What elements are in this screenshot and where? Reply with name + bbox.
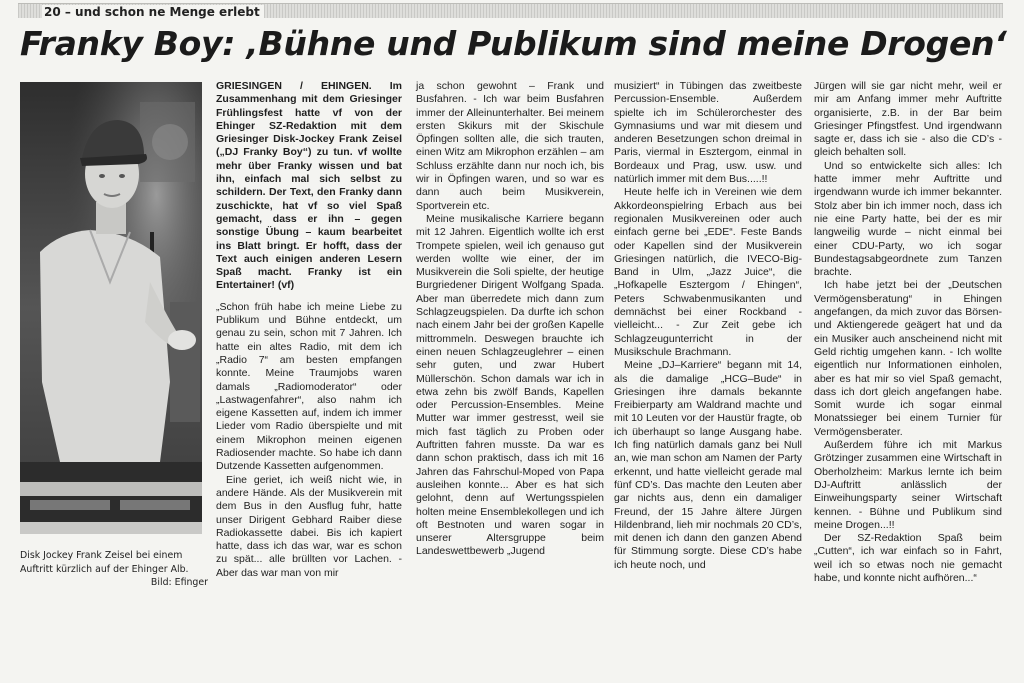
article-column-2 [416, 80, 604, 559]
article-paragraph: musiziert“ in Tübingen das zweitbeste Percussion-Ensemble. Außerdem spielte ich im Schülerorchester des Gymnasiums und war mit diesem und anderen Besetzungen schon dreimal in Paris, viermal in Esztergom, einmal in Bordeaux und Prag, usw. usw. und natürlich immer mit dem Bus.....!! [614, 80, 802, 186]
section-header-label: 20 – und schon ne Menge erlebt [42, 5, 264, 20]
article-paragraph: „Schon früh habe ich meine Liebe zu Publikum und Bühne entdeckt, um genau zu sein, schon mit 7 Jahren. Ich hatte ein altes Radio, mit dem ich „Radio 7“ am besten empfangen konnte. Meine Traumjobs waren damals „Radiomoderator“ oder „Lastwagenfahrer“, also nahm ich eigene Kassetten auf, indem ich immer Lieder vom Radio überspielte und mit einem Mikrophon meinen eigenen Radiosender machte. So habe ich dann Dutzende Kassetten aufgenommen. [216, 300, 402, 473]
photo-credit: Bild: Efinger [150, 577, 208, 588]
article-lead: GRIESINGEN / EHINGEN. Im Zusammenhang mit dem Griesinger Frühlingsfest hatte vf von der Ehinger SZ-Redaktion mit dem Griesinger Disk-Jockey Frank Zeisel („DJ Franky Boy“) zu tun. vf wollte mehr über Franky wissen und bat ihn, einfach mal sich selbst zu schildern. Der Text, den Franky dann zuschickte, hat vf so viel Spaß gemacht, dass er ihn – gegen sonstige Übung – kaum bearbeitet ins Blatt bringt. Er hofft, dass der Text auch einigen anderen Lesern Spaß macht. Franky ist ein Entertainer! (vf) [216, 80, 402, 292]
article-column-3 [614, 80, 802, 572]
dj-photo-image [20, 82, 202, 534]
article-paragraph: Heute helfe ich in Vereinen wie dem Akkordeonspielring Erbach aus bei regionalen Musikvereinen oder auch einfach gerne bei „EDE“. Feste Bands oder Kapellen sind der Musikverein Griesingen natürlich, die IVECO-Big-Band in Ulm, „Jazz Juice“, die „Hofkapelle Esztergom / Ehingen“, Peters Schwabenmusikanten und demnächst bei einer Rockband - vielleicht... - Zur Zeit gebe ich Schlagzeugunterricht in der Musikschule Brachmann. [614, 186, 802, 358]
article-paragraph: ja schon gewohnt – Frank und Busfahren. - Ich war beim Busfahren immer der Alleinunterhalter. Bei meinem ersten Skikurs mit der Skischule Öpfingen sollten alle, die sich trauten, einen Witz am Mikrophon erzählen – am Schluss erzählte dann nur noch ich, bis wir in Öpfingen waren, und so war es dann auch beim Musikverein, Sportverein etc. [416, 80, 604, 212]
article-paragraph: Und so entwickelte sich alles: Ich hatte immer mehr Auftritte und irgendwann wurde ich immer bekannter. Stolz aber bin ich immer noch, dass ich nie eine Party hatte, bei der es mir langweilig wurde – nicht einmal bei einer CDU-Party, wo ich sogar Bundestagsabgeordnete zum Tanzen brachte. [814, 159, 1002, 279]
lead-spacer [216, 293, 402, 301]
article-paragraph: Außerdem führe ich mit Markus Grötzinger zusammen eine Wirtschaft in Oberholzheim: Markus lernte ich beim DJ-Auftritt anlässlich der Einweihungsparty seiner Wirtschaft kennen. - Bühne und Publikum sind meine Drogen...!! [814, 439, 1002, 531]
dj-photo [20, 82, 202, 534]
article-paragraph: Ich habe jetzt bei der „Deutschen Vermögensberatung“ in Ehingen angefangen, da mich zuvor das Börsen- und Aktiengerede geägert hat und da ein Musiker auch anscheinend nicht mit Geld richtig umgehen kann. - Ich wollte eigentlich nur Informationen einholen, aber es hat mir so viel Spaß gemacht, dass ich dort gleich angefangen habe. Somit wurde ich sogar einmal Monatssieger bei einem Turnier für Vermögensberater. [814, 279, 1002, 438]
article-headline: Franky Boy: ‚Bühne und Publikum sind meine Drogen‘ [20, 24, 1007, 63]
article-paragraph: Meine musikalische Karriere begann mit 12 Jahren. Eigentlich wollte ich erst Trompete spielen, weil ich genauso gut werden wollte wie einer, der im Musikverein die Soli spielte, der heutige Burgriedener Dirigent Wolfgang Spada. Aber man überredete mich dann zum Schlagzeugspielen. Da durfte ich schon nach einem Jahr bei der großen Kapelle mittrommeln. Deswegen brauchte ich einen neuen Schlagzeuglehrer – einen sehr guten, und zwar Hubert Müllerschön. Schon damals war ich in etwa zehn bis zwölf Bands, Kapellen oder Percussion-Ensembles. Meine Mutter war immer gestresst, weil sie mich fast täglich zu Proben oder Auftritten fahren musste. Da war es dann schon praktisch, dass ich mit 16 Jahren das Fahrschul-Moped von Papa ausleihen konnte... Aber es hat sich gelohnt, denn auf Wertungsspielen holten meine Ensemblekollegen und ich oft Bestnoten und waren sogar in unserer Altersgruppe beim Landeswettbewerb „Jugend [416, 212, 604, 558]
article-paragraph: Eine geriet, ich weiß nicht wie, in andere Hände. Als der Musikverein mit dem Bus in den Ausflug fuhr, hatte unser Dirigent Gebhard Raiber diese Radiokassette dabei. Bis ich kapiert hatte, dass ich das war, war es schon zu spät... alle brüllten vor Lachen. - Aber das war man von mir [216, 473, 402, 579]
article-paragraph: Jürgen will sie gar nicht mehr, weil er mir am Anfang immer mehr Auftritte organisierte, z.B. in der Bar beim Griesinger Pfingstfest. Und irgendwann sagte er, dass ich sie - also die CD’s - gleich behalten soll. [814, 80, 1002, 159]
photo-caption [20, 549, 208, 590]
section-header-bar [18, 3, 1003, 18]
article-paragraph: Der SZ-Redaktion Spaß beim „Cutten“, ich war einfach so in Fahrt, weil ich so etwas noch nie gemacht habe, und konnte nicht aufhören...“ [814, 532, 1002, 584]
article-column-1 [216, 80, 402, 580]
article-paragraph: Meine „DJ–Karriere“ begann mit 14, als die damalige „HCG–Bude“ in Griesingen ihre damals bekannte Freibierparty am Waldrand machte und mit 10 Leuten vor der Haustür fragte, ob ich überhaupt so lange Ausgang habe. Ich fing natürlich damals ganz bei Null an, wie man schon am Namen der Party erkennt, und hatte vielleicht gerade mal fünf CD’s. Das machte den Leuten aber gar nichts aus, denn ein damaliger Freund, der 15 Jahre ältere Jürgen Hildenbrand, lieh mir nochmals 20 CD’s, mit denen ich dann den ganzen Abend für Stimmung sorgte. Diese CD’s habe ich heute noch, und [614, 359, 802, 571]
photo-caption-text: Disk Jockey Frank Zeisel bei einem Auftritt kürzlich auf der Ehinger Alb. [20, 550, 189, 575]
article-column-4 [814, 80, 1002, 585]
